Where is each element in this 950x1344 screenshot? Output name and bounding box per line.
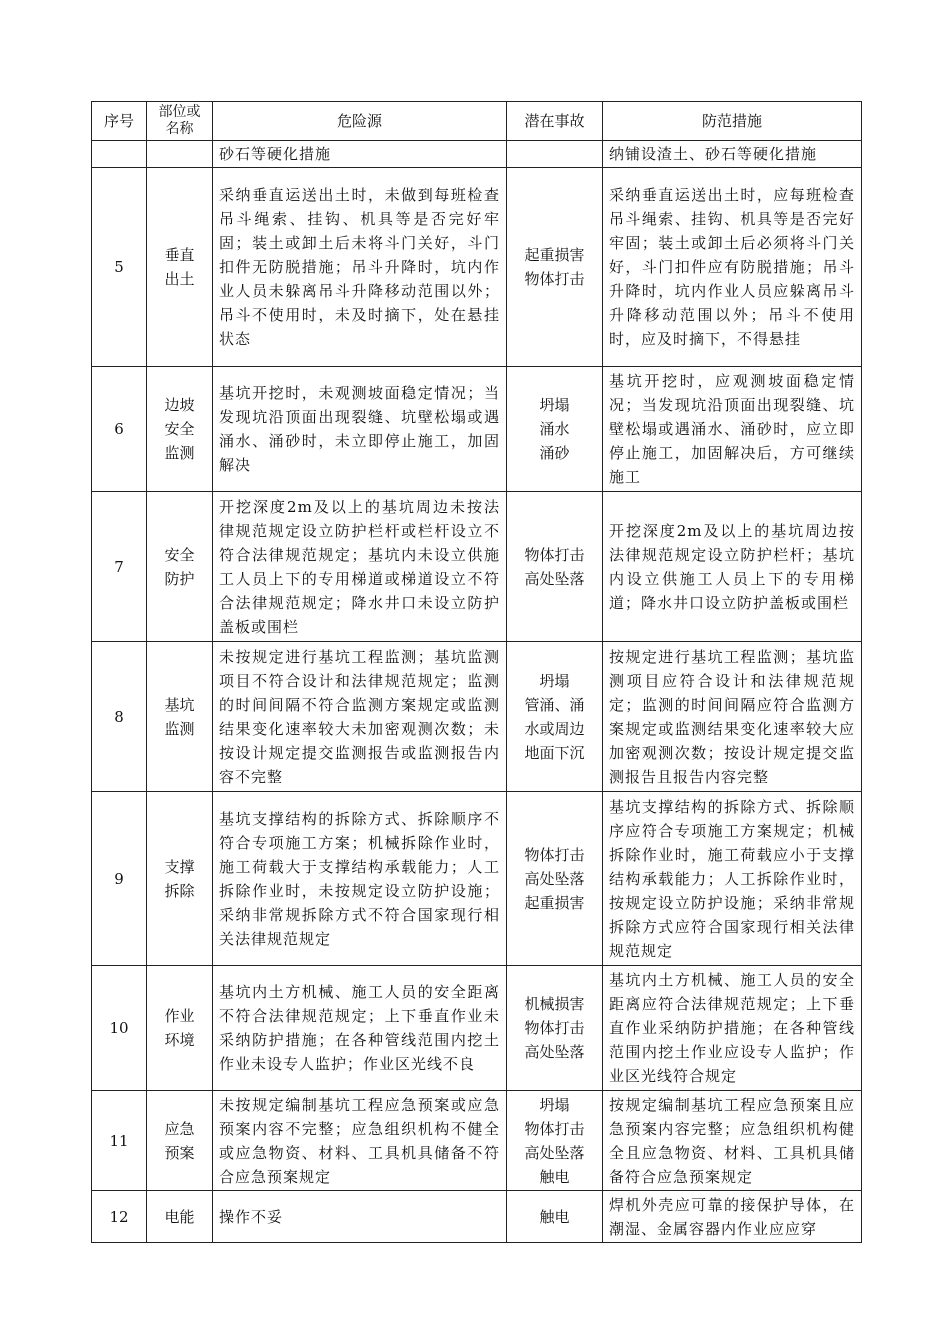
- part-name: 支撑 拆除: [164, 857, 195, 900]
- potential-accident: 机械损害 物体打击 高处坠落: [524, 995, 585, 1061]
- part-name: 垂直 出土: [164, 246, 195, 288]
- row-number-cell: [92, 642, 147, 792]
- part-name-cell: [147, 1191, 213, 1243]
- hazard-source-cell: [213, 492, 507, 642]
- part-name-cell: [147, 168, 213, 367]
- part-name-cell: [147, 792, 213, 966]
- hazard-source: 基坑支撑结构的拆除方式、拆除顺序不符合专项施工方案；机械拆除作业时，施工荷载大于支撑结构承载能力；人工拆除作业时，未按规定设立防护设施；采纳非常规拆除方式不符合国家现行相关法律规范规定: [219, 809, 500, 948]
- potential-accident: 起重损害 物体打击: [524, 246, 585, 288]
- potential-accident-cell: [507, 168, 603, 367]
- hazard-source: 砂石等硬化措施: [219, 145, 332, 163]
- part-name: 作业 环境: [164, 1007, 195, 1049]
- row-number: 9: [114, 869, 124, 888]
- table-row: [92, 168, 862, 367]
- header-hazard: 危险源: [213, 102, 507, 141]
- table-row: [92, 792, 862, 966]
- row-number-cell: [92, 792, 147, 966]
- hazard-source-cell: [213, 168, 507, 367]
- potential-accident: 触电: [539, 1207, 570, 1226]
- prevention-measure-cell: [603, 1091, 862, 1191]
- row-number-cell: [92, 141, 147, 168]
- potential-accident-cell: [507, 792, 603, 966]
- hazard-source-cell: [213, 1191, 507, 1243]
- potential-accident: 物体打击 高处坠落 起重损害: [524, 845, 585, 912]
- prevention-measure-cell: [603, 792, 862, 966]
- header-measure: 防范措施: [603, 102, 862, 141]
- potential-accident-cell: [507, 642, 603, 792]
- row-number-cell: [92, 492, 147, 642]
- part-name: 电能: [164, 1207, 195, 1226]
- table-row: [92, 367, 862, 492]
- row-number: 12: [109, 1207, 129, 1226]
- hazard-source: 开挖深度2m及以上的基坑周边未按法律规范规定设立防护栏杆或栏杆设立不符合法律规范规定；基坑内未设立供施工人员上下的专用梯道或梯道设立不符合法律规范规定；降水井口未设立防护盖板或围栏: [219, 497, 500, 636]
- table-row: [92, 492, 862, 642]
- prevention-measure-cell: [603, 1191, 862, 1243]
- potential-accident: 物体打击 高处坠落: [524, 545, 585, 588]
- prevention-measure: 采纳垂直运送出土时，应每班检查吊斗绳索、挂钩、机具等是否完好牢固；装土或卸土后必须将斗门关好，斗门扣件应有防脱措施；吊斗升降时，坑内作业人员应躲离吊斗升降移动范围以外；吊斗不使用时，应及时摘下，不得悬挂: [609, 186, 855, 348]
- prevention-measure-cell: [603, 141, 862, 168]
- part-name-cell: [147, 367, 213, 492]
- prevention-measure-cell: [603, 642, 862, 792]
- header-part: 部位或名称: [147, 102, 213, 141]
- hazard-source: 未按规定进行基坑工程监测；基坑监测项目不符合设计和法律规范规定；监测的时间间隔不符合监测方案规定或监测结果变化速率较大未加密观测次数；未按设计规定提交监测报告或监测报告内容不完整: [219, 647, 500, 786]
- hazard-source: 操作不妥: [219, 1207, 284, 1226]
- part-name: 基坑 监测: [164, 695, 195, 738]
- potential-accident-cell: [507, 367, 603, 492]
- table-row: [92, 642, 862, 792]
- row-number: 10: [109, 1019, 129, 1037]
- hazard-source: 基坑开挖时，未观测坡面稳定情况；当发现坑沿顶面出现裂缝、坑壁松塌或遇涌水、涌砂时，未立即停止施工，加固解决: [219, 384, 500, 474]
- prevention-measure-cell: [603, 492, 862, 642]
- hazard-source-cell: [213, 642, 507, 792]
- header-no: 序号: [92, 102, 147, 141]
- hazard-source-cell: [213, 1091, 507, 1191]
- part-name-cell: [147, 966, 213, 1091]
- part-name: 边坡 安全 监测: [164, 396, 195, 462]
- part-name-cell: [147, 1091, 213, 1191]
- hazard-source-cell: [213, 966, 507, 1091]
- row-number-cell: [92, 367, 147, 492]
- row-number-cell: [92, 966, 147, 1091]
- prevention-measure-cell: [603, 367, 862, 492]
- potential-accident-cell: [507, 492, 603, 642]
- potential-accident: 坍塌 涌水 涌砂: [539, 396, 570, 462]
- hazard-table: [91, 101, 862, 1243]
- potential-accident: 坍塌 物体打击 高处坠落 触电: [524, 1095, 585, 1186]
- table-row: [92, 1191, 862, 1243]
- hazard-source: 采纳垂直运送出土时，未做到每班检查吊斗绳索、挂钩、机具等是否完好牢固；装土或卸土后未将斗门关好，斗门扣件无防脱措施；吊斗升降时，坑内作业人员未躲离吊斗升降移动范围以外；吊斗不使用时，未及时摘下，处在悬挂状态: [219, 186, 500, 348]
- table-header-row: [92, 102, 862, 141]
- hazard-source: 基坑内土方机械、施工人员的安全距离不符合法律规范规定；上下垂直作业未采纳防护措施；在各种管线范围内挖土作业未设专人监护；作业区光线不良: [219, 983, 500, 1073]
- table-row: [92, 1091, 862, 1191]
- prevention-measure: 基坑内土方机械、施工人员的安全距离应符合法律规范规定；上下垂直作业采纳防护措施；在各种管线范围内挖土作业应设专人监护；作业区光线符合规定: [609, 971, 855, 1085]
- part-name: 安全 防护: [164, 545, 195, 588]
- prevention-measure-cell: [603, 966, 862, 1091]
- potential-accident-cell: [507, 966, 603, 1091]
- row-number: 6: [114, 420, 124, 438]
- hazard-source-cell: [213, 792, 507, 966]
- potential-accident-cell: [507, 1091, 603, 1191]
- table-row: [92, 141, 862, 168]
- part-name-cell: [147, 642, 213, 792]
- row-number: 8: [114, 707, 124, 726]
- potential-accident-cell: [507, 1191, 603, 1243]
- row-number: 11: [109, 1131, 129, 1150]
- prevention-measure: 基坑支撑结构的拆除方式、拆除顺序应符合专项施工方案规定；机械拆除作业时，施工荷载应小于支撑结构承载能力；人工拆除作业时，按规定设立防护设施；采纳非常规拆除方式应符合国家现行相关法律规范规定: [609, 797, 855, 960]
- prevention-measure: 纳铺设渣土、砂石等硬化措施: [609, 145, 818, 163]
- prevention-measure-cell: [603, 168, 862, 367]
- prevention-measure: 基坑开挖时，应观测坡面稳定情况；当发现坑沿顶面出现裂缝、坑壁松塌或遇涌水、涌砂时，应立即停止施工，加固解决后，方可继续施工: [609, 372, 855, 486]
- prevention-measure: 焊机外壳应可靠的接保护导体，在潮湿、金属容器内作业应应穿: [609, 1195, 855, 1238]
- row-number: 7: [114, 557, 124, 576]
- hazard-source-cell: [213, 367, 507, 492]
- prevention-measure: 开挖深度2m及以上的基坑周边按法律规范规定设立防护栏杆；基坑内设立供施工人员上下的专用梯道；降水井口设立防护盖板或围栏: [609, 521, 855, 612]
- row-number-cell: [92, 168, 147, 367]
- part-name-cell: [147, 492, 213, 642]
- potential-accident-cell: [507, 141, 603, 168]
- row-number-cell: [92, 1191, 147, 1243]
- part-name: 应急 预案: [164, 1119, 195, 1162]
- hazard-source-cell: [213, 141, 507, 168]
- prevention-measure: 按规定编制基坑工程应急预案且应急预案内容完整；应急组织机构健全且应急物资、材料、工具机具储备符合应急预案规定: [609, 1095, 855, 1186]
- potential-accident: 坍塌 管涌、涌 水或周边 地面下沉: [524, 671, 585, 762]
- part-name-cell: [147, 141, 213, 168]
- row-number-cell: [92, 1091, 147, 1191]
- prevention-measure: 按规定进行基坑工程监测；基坑监测项目应符合设计和法律规范规定；监测的时间间隔应符合监测方案规定或监测结果变化速率较大应加密观测次数；按设计规定提交监测报告且报告内容完整: [609, 647, 855, 786]
- row-number: 5: [114, 258, 124, 276]
- table-row: [92, 966, 862, 1091]
- hazard-source: 未按规定编制基坑工程应急预案或应急预案内容不完整；应急组织机构不健全或应急物资、材料、工具机具储备不符合应急预案规定: [219, 1095, 500, 1186]
- header-accident: 潜在事故: [507, 102, 603, 141]
